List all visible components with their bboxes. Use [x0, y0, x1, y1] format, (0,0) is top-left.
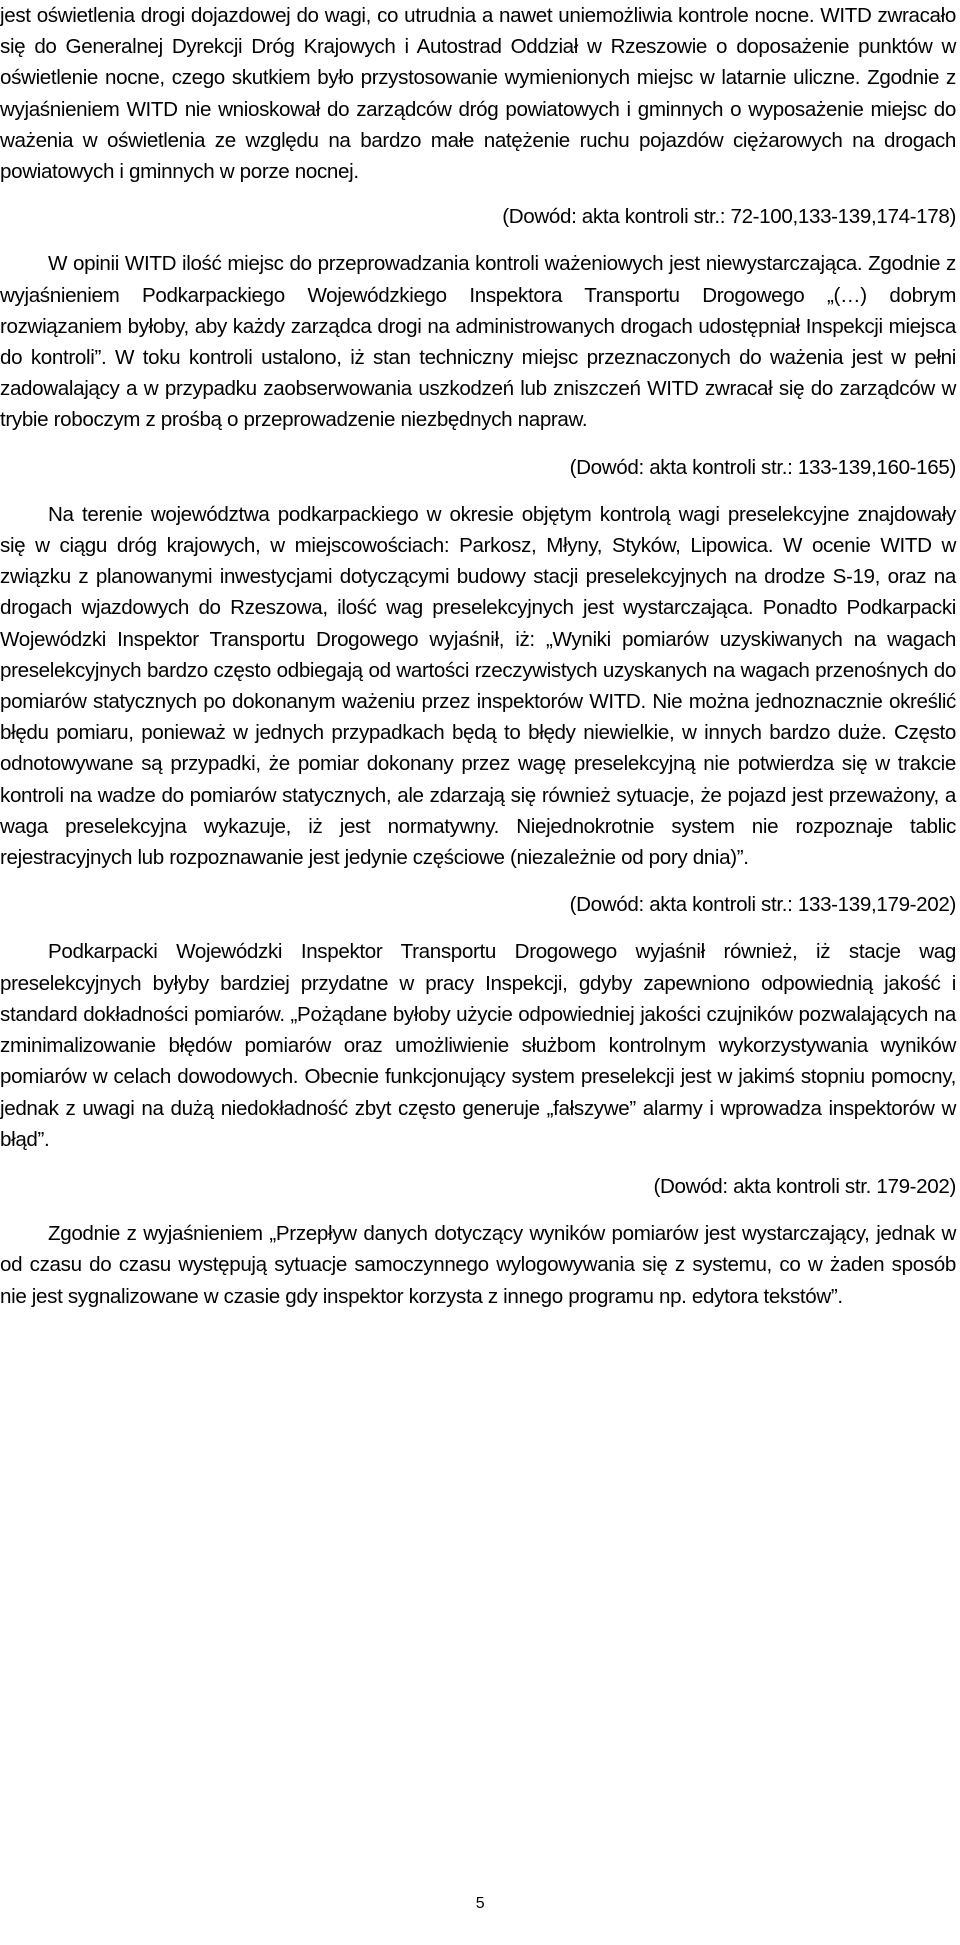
spacer	[0, 187, 956, 201]
spacer	[0, 1155, 956, 1171]
paragraph-data-flow: Zgodnie z wyjaśnieniem „Przepływ danych dotyczący wyników pomiarów jest wystarczający, jednak w od czasu do czasu występują sytuacje samoczynnego wylogowywania się z systemu, co w żaden sposób nie jest sygnalizowane w czasie gdy inspektor korzysta z innego programu np. edytora tekstów”.	[0, 1222, 956, 1308]
paragraph-lighting: jest oświetlenia drogi dojazdowej do wagi, co utrudnia a nawet uniemożliwia kontrole nocne. WITD zwracało się do Generalnej Dyrekcji Dróg Krajowych i Autostrad Oddział w Rzeszowie o doposażenie punktów w oświetlenie nocne, czego skutkiem było przystosowanie wymienionych miejsc w latarnie uliczne. Zgodnie z wyjaśnieniem WITD nie wnioskował do zarządców dróg powiatowych i gminnych o wyposażenie miejsc do ważenia w oświetlenia ze względu na bardzo małe natężenie ruchu pojazdów ciężarowych na drogach powiatowych i gminnych w porze nocnej.	[0, 4, 956, 184]
spacer	[0, 873, 956, 889]
evidence-reference: (Dowód: akta kontroli str. 179-202)	[653, 1174, 956, 1198]
spacer	[0, 436, 956, 452]
paragraph-inspector-explanation: Podkarpacki Wojewódzki Inspektor Transportu Drogowego wyjaśnił również, iż stacje wag preselekcyjnych byłyby bardziej przydatne w pracy Inspekcji, gdyby zapewniono odpowiednią jakość i standard dokładności pomiarów. „Pożądane byłoby użycie odpowiedniej jakości czujników pozwalających na zminimalizowanie błędów pomiarów oraz umożliwienie służbom kontrolnym wykorzystywania wyników pomiarów w celach dowodowych. Obecnie funkcjonujący system preselekcji jest w jakimś stopniu pomocny, jednak z uwagi na dużą niedokładność zbyt często generuje „fałszywe” alarmy i wprowadza inspektorów w błąd”.	[0, 940, 956, 1151]
spacer	[0, 483, 956, 499]
paragraph-weighing-sites: W opinii WITD ilość miejsc do przeprowadzania kontroli ważeniowych jest niewystarczająca. Zgodnie z wyjaśnieniem Podkarpackiego Wojewódzkiego Inspektora Transportu Drogowego „(…) dobrym rozwiązaniem byłoby, aby każdy zarządca drogi na administrowanych drogach udostępniał Inspekcji miejsca do kontroli”. W toku kontroli ustalono, iż stan techniczny miejsc przeznaczonych do ważenia jest w pełni zadowalający a w przypadku zaobserwowania uszkodzeń lub zniszczeń WITD zwracał się do zarządców w trybie roboczym z prośbą o przeprowadzenie niezbędnych napraw.	[0, 252, 956, 432]
spacer	[0, 1202, 956, 1218]
spacer	[0, 232, 956, 248]
page-number: 5	[475, 1895, 485, 1912]
paragraph-preselection-scales: Na terenie województwa podkarpackiego w okresie objętym kontrolą wagi preselekcyjne znajdowały się w ciągu dróg krajowych, w miejscowościach: Parkosz, Młyny, Styków, Lipowica. W ocenie WITD w związku z planowanymi inwestycjami dotyczącymi budowy stacji preselekcyjnych na drodze S-19, oraz na drogach wjazdowych do Rzeszowa, ilość wag preselekcyjnych jest wystarczająca. Ponadto Podkarpacki Wojewódzki Inspektor Transportu Drogowego wyjaśnił, iż: „Wyniki pomiarów uzyskiwanych na wagach preselekcyjnych bardzo często odbiegają od wartości rzeczywistych uzyskanych na wagach przenośnych do pomiarów statycznych po dokonanym ważeniu przez inspektorów WITD. Nie można jednoznacznie określić błędu pomiaru, ponieważ w jednych przypadkach będą to błędy niewielkie, w innych bardzo duże. Często odnotowywane są przypadki, że pomiar dokonany przez wagę preselekcyjną nie potwierdza się w trakcie kontroli na wadze do pomiarów statycznych, ale zdarzają się również sytuacje, że pojazd jest przeważony, a waga preselekcyjna wykazuje, iż jest normatywny. Niejednokrotnie system nie rozpoznaje tablic rejestracyjnych lub rozpoznawanie jest jedynie częściowe (niezależnie od pory dnia)”.	[0, 502, 956, 870]
evidence-reference: (Dowód: akta kontroli str.: 133-139,179-202)	[569, 893, 956, 917]
spacer	[0, 920, 956, 936]
evidence-reference: (Dowód: akta kontroli str.: 72-100,133-139,174-178)	[502, 205, 956, 229]
evidence-reference: (Dowód: akta kontroli str.: 133-139,160-165)	[569, 455, 956, 479]
